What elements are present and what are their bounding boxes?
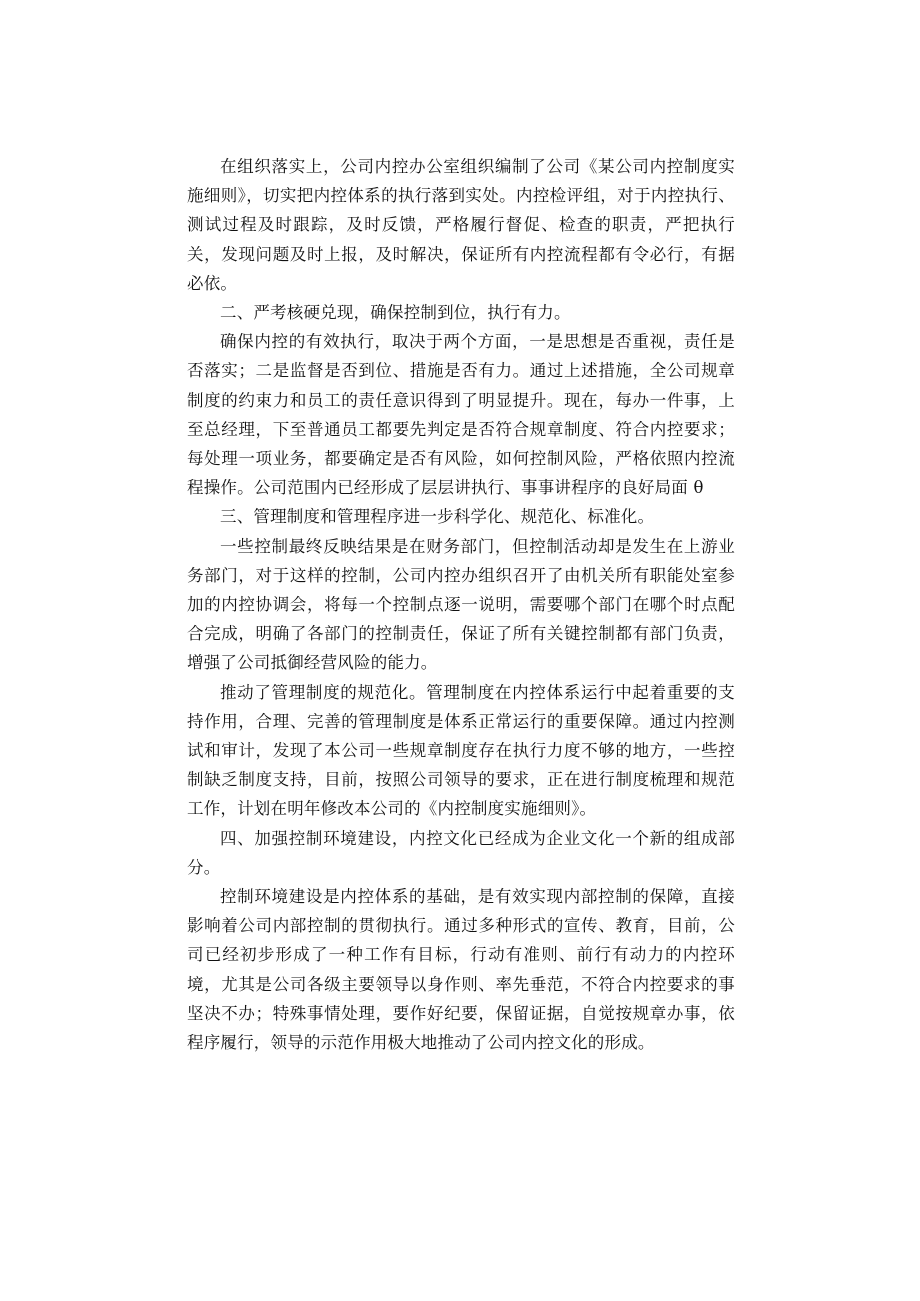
paragraph-organization: 在组织落实上，公司内控办公室组织编制了公司《某公司内控制度实施细则》，切实把内控体系的执行落到实处。内控检评组，对于内控执行、测试过程及时跟踪，及时反馈，严格履行督促、检查的职责，严把执行关，发现问题及时上报，及时解决，保证所有内控流程都有令必行，有据必依。 bbox=[187, 157, 735, 293]
paragraph-execution: 确保内控的有效执行，取决于两个方面，一是思想是否重视，责任是否落实；二是监督是否到位、措施是否有力。通过上述措施，全公司规章制度的约束力和员工的责任意识得到了明显提升。现在，每办一件事，上至总经理，下至普通员工都要先判定是否符合规章制度、符合内控要求；每处理一项业务，都要确定是否有风险，如何控制风险，严格依照内控流程操作。公司范围内已经形成了层层讲执行、事事讲程序的良好局面 θ bbox=[187, 332, 735, 498]
heading-section-three: 三、管理制度和管理程序进一步科学化、规范化、标准化。 bbox=[220, 507, 655, 527]
heading-section-two: 二、严考核硬兑现，确保控制到位，执行有力。 bbox=[220, 303, 571, 323]
paragraph-standardization: 推动了管理制度的规范化。管理制度在内控体系运行中起着重要的支持作用，合理、完善的管理制度是体系正常运行的重要保障。通过内控测试和审计，发现了本公司一些规章制度存在执行力度不够的地方，一些控制缺乏制度支持，目前，按照公司领导的要求，正在进行制度梳理和规范工作，计划在明年修改本公司的《内控制度实施细则》。 bbox=[187, 682, 735, 819]
document-body bbox=[187, 152, 735, 1057]
heading-section-four: 四、加强控制环境建设，内控文化已经成为企业文化一个新的组成部分。 bbox=[187, 828, 735, 877]
paragraph-control-environment: 控制环境建设是内控体系的基础，是有效实现内部控制的保障，直接影响着公司内部控制的贯彻执行。通过多种形式的宣传、教育，目前，公司已经初步形成了一种工作有目标，行动有准则、前行有动力的内控环境，尤其是公司各级主要领导以身作则、率先垂范，不符合内控要求的事坚决不办；特殊事情处理，要作好纪要，保留证据，自觉按规章办事，依程序履行，领导的示范作用极大地推动了公司内控文化的形成。 bbox=[187, 887, 735, 1053]
paragraph-control-activities: 一些控制最终反映结果是在财务部门，但控制活动却是发生在上游业务部门，对于这样的控制，公司内控办组织召开了由机关所有职能处室参加的内控协调会，将每一个控制点逐一说明，需要哪个部门在哪个时点配合完成，明确了各部门的控制责任，保证了所有关键控制都有部门负责，增强了公司抵御经营风险的能力。 bbox=[187, 536, 735, 673]
